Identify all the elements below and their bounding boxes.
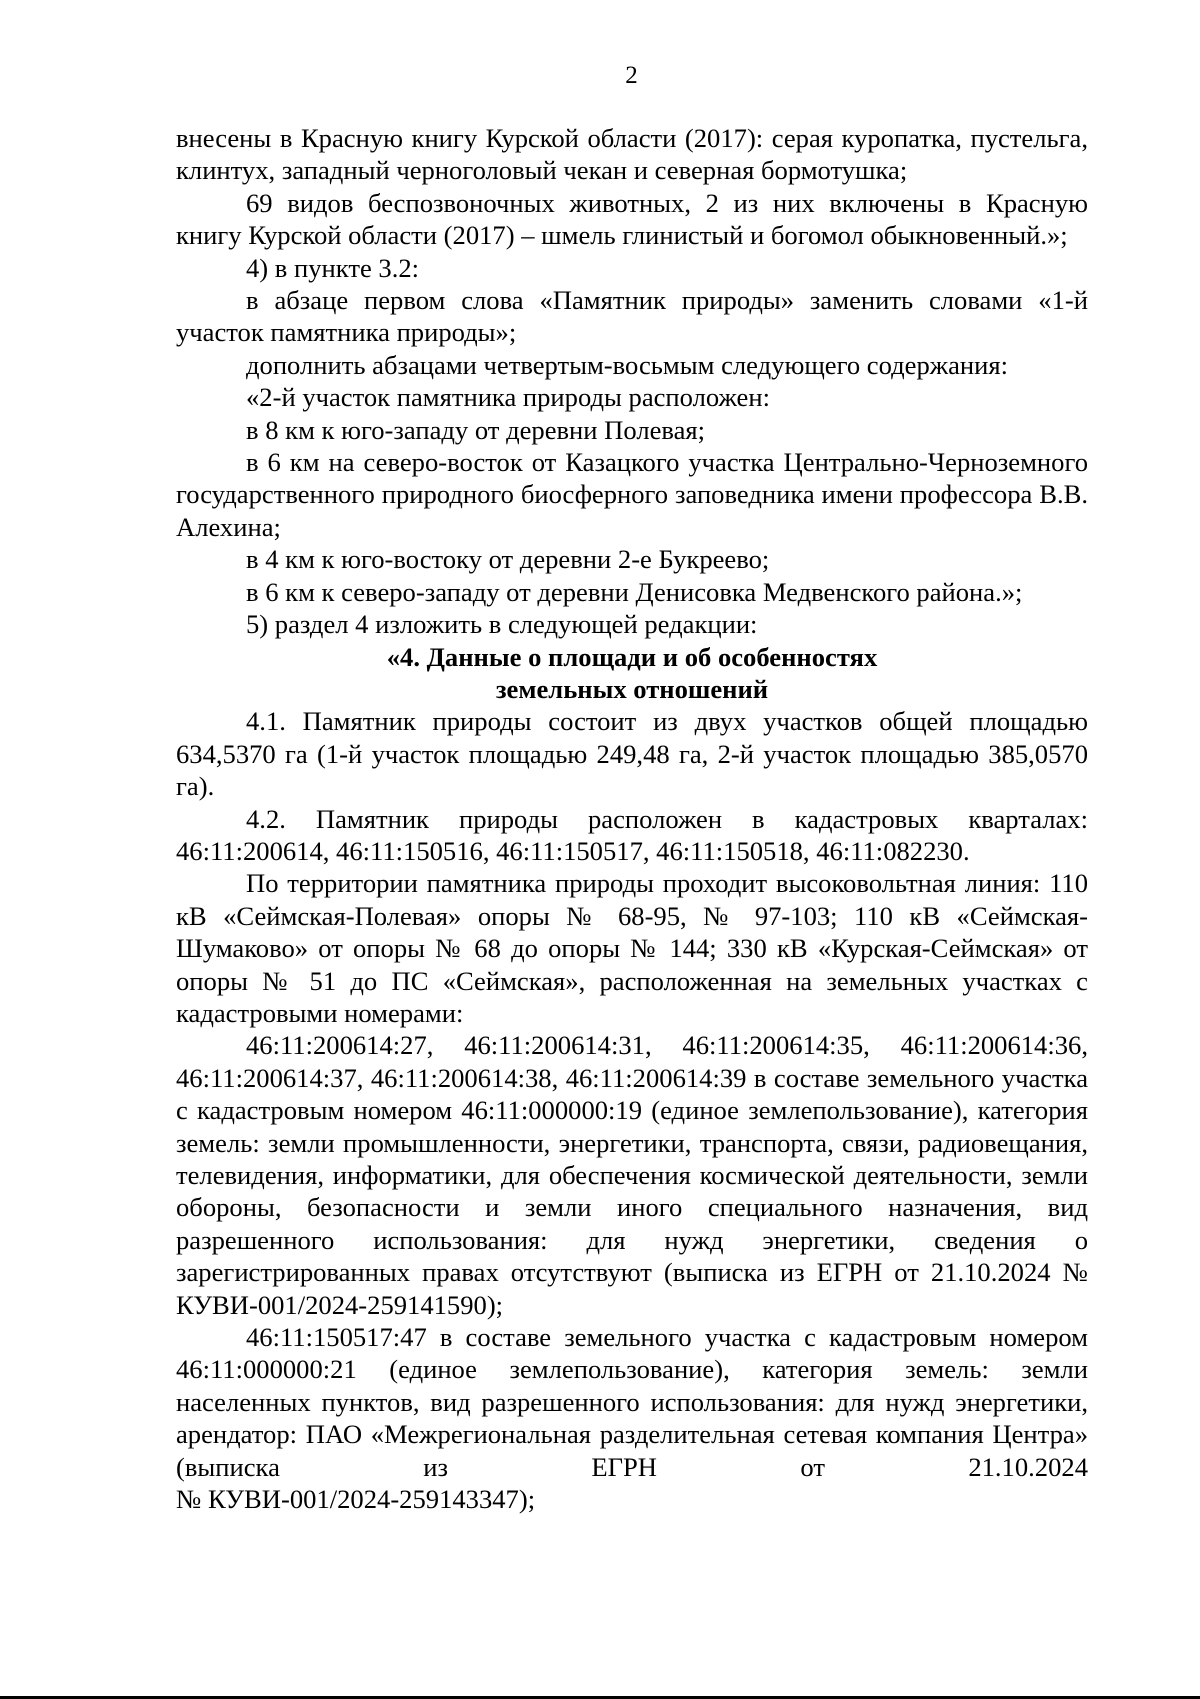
paragraph-location-2: в 6 км на северо-восток от Казацкого участка Центрально-Черноземного государственного природного биосферного заповедника имени профессора В.В. Алехина; xyxy=(176,447,1088,542)
paragraph-location-4: в 6 км к северо-западу от деревни Денисовка Медвенского района.»; xyxy=(246,576,1023,607)
page-number: 2 xyxy=(625,62,638,89)
paragraph-add-paragraphs: дополнить абзацами четвертым-восьмым следующего содержания: xyxy=(246,349,1009,380)
section-heading-line-1: «4. Данные о площади и об особенностях xyxy=(386,641,878,672)
paragraph-4-2: 4.2. Памятник природы расположен в кадастровых кварталах: 46:11:200614, 46:11:150516, 46:11:150517, 46:11:150518, 46:11:082230. xyxy=(176,803,1088,866)
paragraph-cadastral-numbers-1: 46:11:200614:27, 46:11:200614:31, 46:11:200614:35, 46:11:200614:36, 46:11:200614:37, 46:11:200614:38, 46:11:200614:39 в составе земельного участка с кадастровым номером 46:11:000000:19 (единое землепользование), категория земель: земли промышленности, энергетики, транспорта, связи, радиовещания, телевидения, информатики, для обеспечения космической деятельности, земли обороны, безопасности и земли иного специального назначения, вид разрешенного использования: для нужд энергетики, сведения о зарегистрированных правах отсутствуют (выписка из ЕГРН от 21.10.2024 № КУВИ-001/2024-259141590); xyxy=(176,1030,1088,1320)
paragraph-cadastral-numbers-2-end: № КУВИ-001/2024-259143347); xyxy=(176,1484,536,1515)
paragraph-item-5: 5) раздел 4 изложить в следующей редакции: xyxy=(246,609,758,640)
section-heading xyxy=(176,641,1088,706)
paragraph-replace-words: в абзаце первом слова «Памятник природы» заменить словами «1-й участок памятника природы»; xyxy=(176,285,1088,348)
section-heading-line-2: земельных отношений xyxy=(495,673,769,704)
paragraph-location-3: в 4 км к юго-востоку от деревни 2-е Букреево; xyxy=(246,544,770,575)
paragraph-item-4: 4) в пункте 3.2: xyxy=(246,252,420,283)
paragraph-cadastral-numbers-2: 46:11:150517:47 в составе земельного участка с кадастровым номером 46:11:000000:21 (единое землепользование), категория земель: земли населенных пунктов, вид разрешенного использования: для нужд энергетики, арендатор: ПАО «Межрегиональная разделительная сетевая компания Центра» (выписка из ЕГРН от 21.10.2024 xyxy=(176,1322,1088,1482)
paragraph-red-book-birds: внесены в Красную книгу Курской области (2017): серая куропатка, пустельга, клинтух, западный черноголовый чекан и северная бормотушка; xyxy=(176,123,1088,186)
paragraph-location-1: в 8 км к юго-западу от деревни Полевая; xyxy=(246,414,706,445)
paragraph-power-line: По территории памятника природы проходит высоковольтная линия: 110 кВ «Сеймская-Полевая» опоры № 68-95, № 97-103; 110 кВ «Сеймская-Шумаково» от опоры № 68 до опоры № 144; 330 кВ «Курская-Сеймская» от опоры № 51 до ПС «Сеймская», расположенная на земельных участках с кадастровыми номерами: xyxy=(176,868,1088,1028)
document-body xyxy=(176,122,1088,1515)
paragraph-second-plot: «2-й участок памятника природы расположен: xyxy=(246,382,770,413)
paragraph-invertebrates: 69 видов беспозвоночных животных, 2 из них включены в Красную книгу Курской области (2017) – шмель глинистый и богомол обыкновенный.»; xyxy=(176,187,1088,251)
paragraph-4-1: 4.1. Памятник природы состоит из двух участков общей площадью 634,5370 га (1-й участок площадью 249,48 га, 2-й участок площадью 385,0570 га). xyxy=(176,706,1088,802)
